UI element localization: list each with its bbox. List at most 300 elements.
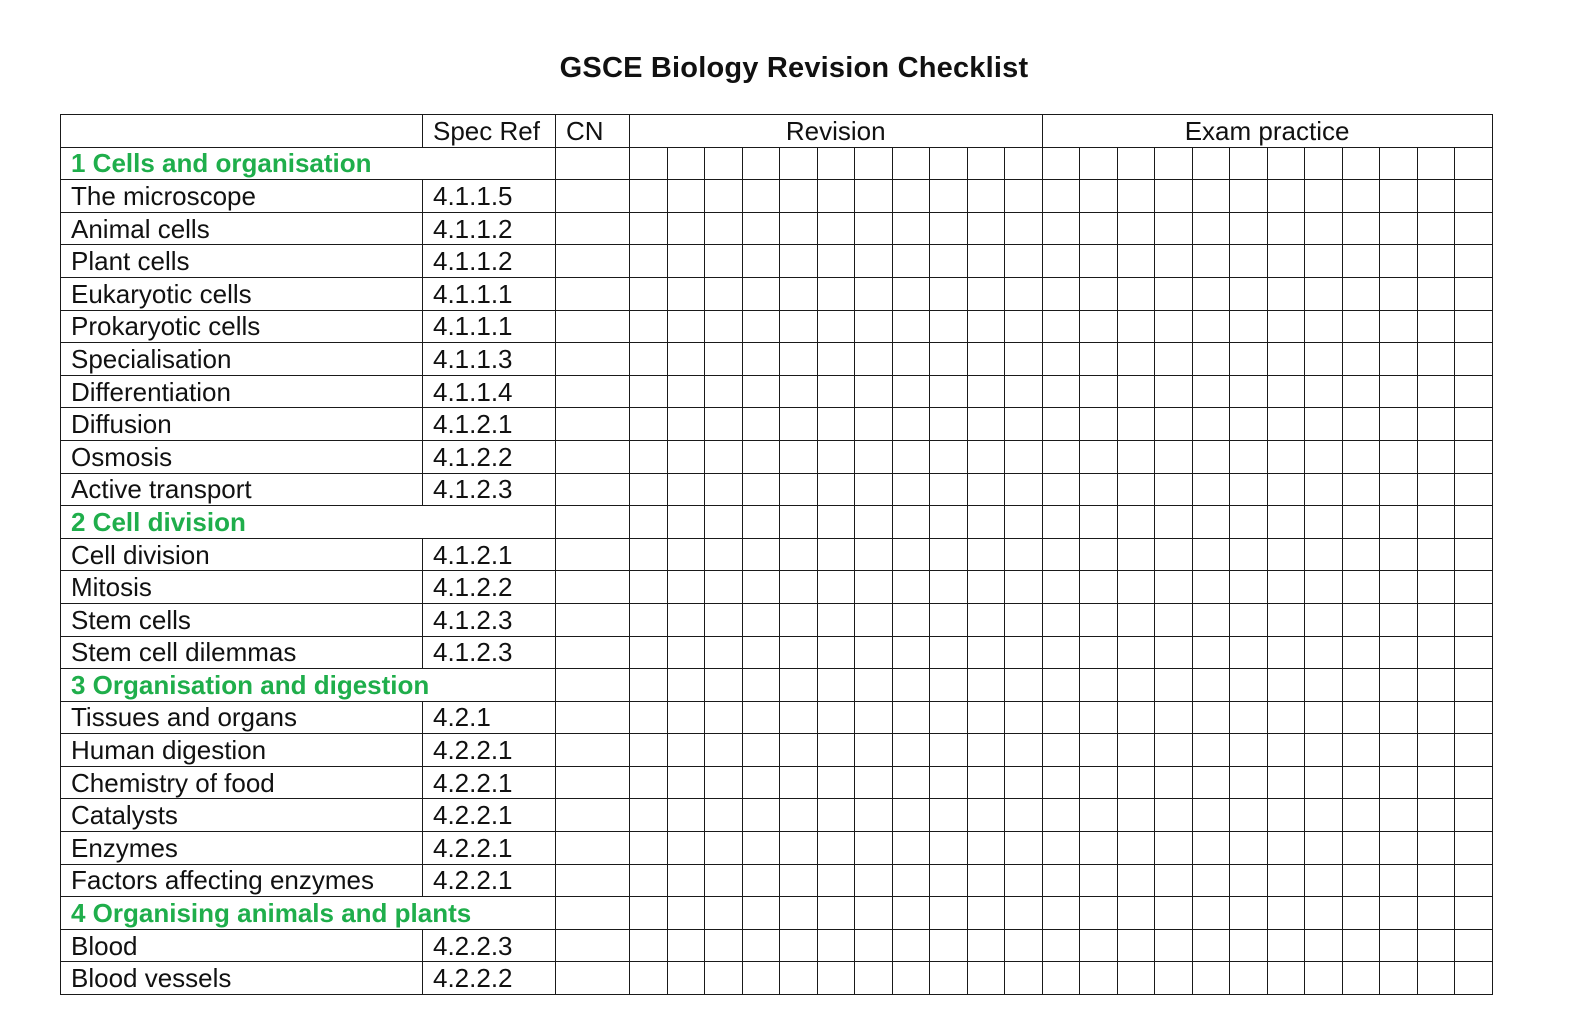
- revision-checkbox-cell[interactable]: [892, 408, 930, 441]
- exam-practice-checkbox-cell[interactable]: [1042, 799, 1080, 832]
- exam-practice-checkbox-cell[interactable]: [1342, 538, 1380, 571]
- exam-practice-checkbox-cell[interactable]: [1230, 506, 1268, 539]
- revision-checkbox-cell[interactable]: [630, 440, 668, 473]
- revision-checkbox-cell[interactable]: [817, 245, 855, 278]
- revision-checkbox-cell[interactable]: [780, 440, 818, 473]
- revision-checkbox-cell[interactable]: [930, 538, 968, 571]
- exam-practice-checkbox-cell[interactable]: [1305, 864, 1343, 897]
- revision-checkbox-cell[interactable]: [742, 832, 780, 865]
- exam-practice-checkbox-cell[interactable]: [1380, 277, 1418, 310]
- revision-checkbox-cell[interactable]: [892, 897, 930, 930]
- exam-practice-checkbox-cell[interactable]: [1192, 897, 1230, 930]
- revision-checkbox-cell[interactable]: [630, 669, 668, 702]
- exam-practice-checkbox-cell[interactable]: [1080, 962, 1118, 995]
- revision-checkbox-cell[interactable]: [855, 864, 893, 897]
- exam-practice-checkbox-cell[interactable]: [1305, 799, 1343, 832]
- revision-checkbox-cell[interactable]: [855, 538, 893, 571]
- revision-checkbox-cell[interactable]: [967, 473, 1005, 506]
- revision-checkbox-cell[interactable]: [667, 603, 705, 636]
- revision-checkbox-cell[interactable]: [630, 212, 668, 245]
- revision-checkbox-cell[interactable]: [817, 147, 855, 180]
- exam-practice-checkbox-cell[interactable]: [1117, 506, 1155, 539]
- revision-checkbox-cell[interactable]: [892, 734, 930, 767]
- revision-checkbox-cell[interactable]: [967, 603, 1005, 636]
- revision-checkbox-cell[interactable]: [967, 897, 1005, 930]
- exam-practice-checkbox-cell[interactable]: [1230, 538, 1268, 571]
- revision-checkbox-cell[interactable]: [817, 669, 855, 702]
- exam-practice-checkbox-cell[interactable]: [1230, 245, 1268, 278]
- exam-practice-checkbox-cell[interactable]: [1042, 734, 1080, 767]
- exam-practice-checkbox-cell[interactable]: [1267, 180, 1305, 213]
- revision-checkbox-cell[interactable]: [930, 375, 968, 408]
- exam-practice-checkbox-cell[interactable]: [1342, 766, 1380, 799]
- revision-checkbox-cell[interactable]: [742, 212, 780, 245]
- exam-practice-checkbox-cell[interactable]: [1155, 962, 1193, 995]
- exam-practice-checkbox-cell[interactable]: [1080, 929, 1118, 962]
- revision-checkbox-cell[interactable]: [667, 245, 705, 278]
- revision-checkbox-cell[interactable]: [930, 245, 968, 278]
- cn-cell[interactable]: [556, 506, 630, 539]
- revision-checkbox-cell[interactable]: [1005, 636, 1043, 669]
- cn-cell[interactable]: [556, 408, 630, 441]
- cn-cell[interactable]: [556, 473, 630, 506]
- revision-checkbox-cell[interactable]: [967, 538, 1005, 571]
- revision-checkbox-cell[interactable]: [705, 245, 743, 278]
- revision-checkbox-cell[interactable]: [630, 799, 668, 832]
- revision-checkbox-cell[interactable]: [667, 506, 705, 539]
- revision-checkbox-cell[interactable]: [817, 440, 855, 473]
- revision-checkbox-cell[interactable]: [742, 962, 780, 995]
- cn-cell[interactable]: [556, 734, 630, 767]
- exam-practice-checkbox-cell[interactable]: [1117, 929, 1155, 962]
- exam-practice-checkbox-cell[interactable]: [1267, 277, 1305, 310]
- exam-practice-checkbox-cell[interactable]: [1155, 277, 1193, 310]
- revision-checkbox-cell[interactable]: [630, 864, 668, 897]
- revision-checkbox-cell[interactable]: [742, 734, 780, 767]
- exam-practice-checkbox-cell[interactable]: [1342, 571, 1380, 604]
- revision-checkbox-cell[interactable]: [1005, 766, 1043, 799]
- revision-checkbox-cell[interactable]: [1005, 734, 1043, 767]
- revision-checkbox-cell[interactable]: [1005, 147, 1043, 180]
- revision-checkbox-cell[interactable]: [967, 929, 1005, 962]
- exam-practice-checkbox-cell[interactable]: [1417, 636, 1455, 669]
- revision-checkbox-cell[interactable]: [630, 734, 668, 767]
- exam-practice-checkbox-cell[interactable]: [1267, 473, 1305, 506]
- revision-checkbox-cell[interactable]: [1005, 343, 1043, 376]
- exam-practice-checkbox-cell[interactable]: [1417, 180, 1455, 213]
- exam-practice-checkbox-cell[interactable]: [1230, 277, 1268, 310]
- exam-practice-checkbox-cell[interactable]: [1230, 929, 1268, 962]
- exam-practice-checkbox-cell[interactable]: [1305, 440, 1343, 473]
- revision-checkbox-cell[interactable]: [742, 929, 780, 962]
- revision-checkbox-cell[interactable]: [967, 343, 1005, 376]
- revision-checkbox-cell[interactable]: [817, 310, 855, 343]
- revision-checkbox-cell[interactable]: [667, 766, 705, 799]
- revision-checkbox-cell[interactable]: [742, 766, 780, 799]
- revision-checkbox-cell[interactable]: [967, 245, 1005, 278]
- exam-practice-checkbox-cell[interactable]: [1305, 180, 1343, 213]
- exam-practice-checkbox-cell[interactable]: [1305, 929, 1343, 962]
- exam-practice-checkbox-cell[interactable]: [1117, 636, 1155, 669]
- revision-checkbox-cell[interactable]: [705, 310, 743, 343]
- revision-checkbox-cell[interactable]: [817, 277, 855, 310]
- exam-practice-checkbox-cell[interactable]: [1080, 473, 1118, 506]
- revision-checkbox-cell[interactable]: [667, 962, 705, 995]
- revision-checkbox-cell[interactable]: [967, 571, 1005, 604]
- revision-checkbox-cell[interactable]: [855, 408, 893, 441]
- exam-practice-checkbox-cell[interactable]: [1230, 636, 1268, 669]
- revision-checkbox-cell[interactable]: [892, 506, 930, 539]
- revision-checkbox-cell[interactable]: [967, 277, 1005, 310]
- revision-checkbox-cell[interactable]: [855, 603, 893, 636]
- exam-practice-checkbox-cell[interactable]: [1305, 766, 1343, 799]
- exam-practice-checkbox-cell[interactable]: [1342, 962, 1380, 995]
- revision-checkbox-cell[interactable]: [967, 832, 1005, 865]
- exam-practice-checkbox-cell[interactable]: [1342, 864, 1380, 897]
- exam-practice-checkbox-cell[interactable]: [1117, 962, 1155, 995]
- cn-cell[interactable]: [556, 375, 630, 408]
- exam-practice-checkbox-cell[interactable]: [1305, 343, 1343, 376]
- exam-practice-checkbox-cell[interactable]: [1417, 343, 1455, 376]
- exam-practice-checkbox-cell[interactable]: [1305, 734, 1343, 767]
- revision-checkbox-cell[interactable]: [630, 897, 668, 930]
- revision-checkbox-cell[interactable]: [817, 897, 855, 930]
- cn-cell[interactable]: [556, 929, 630, 962]
- cn-cell[interactable]: [556, 701, 630, 734]
- revision-checkbox-cell[interactable]: [780, 734, 818, 767]
- revision-checkbox-cell[interactable]: [930, 310, 968, 343]
- revision-checkbox-cell[interactable]: [855, 440, 893, 473]
- exam-practice-checkbox-cell[interactable]: [1417, 701, 1455, 734]
- revision-checkbox-cell[interactable]: [930, 147, 968, 180]
- cn-cell[interactable]: [556, 212, 630, 245]
- exam-practice-checkbox-cell[interactable]: [1080, 440, 1118, 473]
- exam-practice-checkbox-cell[interactable]: [1417, 538, 1455, 571]
- exam-practice-checkbox-cell[interactable]: [1192, 147, 1230, 180]
- exam-practice-checkbox-cell[interactable]: [1155, 212, 1193, 245]
- revision-checkbox-cell[interactable]: [742, 440, 780, 473]
- revision-checkbox-cell[interactable]: [1005, 180, 1043, 213]
- exam-practice-checkbox-cell[interactable]: [1267, 506, 1305, 539]
- exam-practice-checkbox-cell[interactable]: [1230, 897, 1268, 930]
- revision-checkbox-cell[interactable]: [630, 180, 668, 213]
- exam-practice-checkbox-cell[interactable]: [1342, 832, 1380, 865]
- revision-checkbox-cell[interactable]: [667, 440, 705, 473]
- exam-practice-checkbox-cell[interactable]: [1192, 962, 1230, 995]
- revision-checkbox-cell[interactable]: [705, 147, 743, 180]
- exam-practice-checkbox-cell[interactable]: [1305, 506, 1343, 539]
- revision-checkbox-cell[interactable]: [705, 408, 743, 441]
- revision-checkbox-cell[interactable]: [780, 929, 818, 962]
- exam-practice-checkbox-cell[interactable]: [1042, 962, 1080, 995]
- revision-checkbox-cell[interactable]: [630, 408, 668, 441]
- revision-checkbox-cell[interactable]: [1005, 929, 1043, 962]
- exam-practice-checkbox-cell[interactable]: [1042, 245, 1080, 278]
- exam-practice-checkbox-cell[interactable]: [1380, 962, 1418, 995]
- revision-checkbox-cell[interactable]: [667, 408, 705, 441]
- revision-checkbox-cell[interactable]: [855, 636, 893, 669]
- revision-checkbox-cell[interactable]: [817, 506, 855, 539]
- revision-checkbox-cell[interactable]: [667, 277, 705, 310]
- cn-cell[interactable]: [556, 962, 630, 995]
- revision-checkbox-cell[interactable]: [780, 832, 818, 865]
- exam-practice-checkbox-cell[interactable]: [1455, 897, 1493, 930]
- exam-practice-checkbox-cell[interactable]: [1080, 310, 1118, 343]
- exam-practice-checkbox-cell[interactable]: [1417, 277, 1455, 310]
- revision-checkbox-cell[interactable]: [930, 571, 968, 604]
- exam-practice-checkbox-cell[interactable]: [1230, 440, 1268, 473]
- revision-checkbox-cell[interactable]: [630, 147, 668, 180]
- exam-practice-checkbox-cell[interactable]: [1117, 408, 1155, 441]
- revision-checkbox-cell[interactable]: [630, 571, 668, 604]
- revision-checkbox-cell[interactable]: [705, 897, 743, 930]
- exam-practice-checkbox-cell[interactable]: [1042, 147, 1080, 180]
- exam-practice-checkbox-cell[interactable]: [1342, 799, 1380, 832]
- revision-checkbox-cell[interactable]: [742, 245, 780, 278]
- revision-checkbox-cell[interactable]: [892, 799, 930, 832]
- exam-practice-checkbox-cell[interactable]: [1305, 669, 1343, 702]
- exam-practice-checkbox-cell[interactable]: [1342, 343, 1380, 376]
- exam-practice-checkbox-cell[interactable]: [1267, 408, 1305, 441]
- revision-checkbox-cell[interactable]: [630, 375, 668, 408]
- revision-checkbox-cell[interactable]: [967, 440, 1005, 473]
- exam-practice-checkbox-cell[interactable]: [1417, 506, 1455, 539]
- revision-checkbox-cell[interactable]: [930, 669, 968, 702]
- revision-checkbox-cell[interactable]: [930, 180, 968, 213]
- revision-checkbox-cell[interactable]: [705, 375, 743, 408]
- revision-checkbox-cell[interactable]: [667, 669, 705, 702]
- exam-practice-checkbox-cell[interactable]: [1080, 180, 1118, 213]
- exam-practice-checkbox-cell[interactable]: [1342, 310, 1380, 343]
- revision-checkbox-cell[interactable]: [780, 180, 818, 213]
- exam-practice-checkbox-cell[interactable]: [1230, 343, 1268, 376]
- exam-practice-checkbox-cell[interactable]: [1267, 375, 1305, 408]
- revision-checkbox-cell[interactable]: [630, 245, 668, 278]
- revision-checkbox-cell[interactable]: [1005, 832, 1043, 865]
- exam-practice-checkbox-cell[interactable]: [1417, 962, 1455, 995]
- revision-checkbox-cell[interactable]: [1005, 473, 1043, 506]
- exam-practice-checkbox-cell[interactable]: [1417, 734, 1455, 767]
- exam-practice-checkbox-cell[interactable]: [1230, 701, 1268, 734]
- revision-checkbox-cell[interactable]: [892, 669, 930, 702]
- revision-checkbox-cell[interactable]: [892, 701, 930, 734]
- exam-practice-checkbox-cell[interactable]: [1192, 375, 1230, 408]
- exam-practice-checkbox-cell[interactable]: [1117, 701, 1155, 734]
- revision-checkbox-cell[interactable]: [742, 669, 780, 702]
- revision-checkbox-cell[interactable]: [855, 180, 893, 213]
- revision-checkbox-cell[interactable]: [930, 832, 968, 865]
- revision-checkbox-cell[interactable]: [817, 799, 855, 832]
- revision-checkbox-cell[interactable]: [667, 864, 705, 897]
- revision-checkbox-cell[interactable]: [705, 212, 743, 245]
- revision-checkbox-cell[interactable]: [817, 929, 855, 962]
- cn-cell[interactable]: [556, 603, 630, 636]
- exam-practice-checkbox-cell[interactable]: [1155, 832, 1193, 865]
- revision-checkbox-cell[interactable]: [780, 506, 818, 539]
- exam-practice-checkbox-cell[interactable]: [1455, 343, 1493, 376]
- revision-checkbox-cell[interactable]: [742, 147, 780, 180]
- exam-practice-checkbox-cell[interactable]: [1455, 245, 1493, 278]
- revision-checkbox-cell[interactable]: [630, 766, 668, 799]
- revision-checkbox-cell[interactable]: [742, 538, 780, 571]
- revision-checkbox-cell[interactable]: [742, 701, 780, 734]
- revision-checkbox-cell[interactable]: [742, 310, 780, 343]
- exam-practice-checkbox-cell[interactable]: [1342, 897, 1380, 930]
- revision-checkbox-cell[interactable]: [630, 310, 668, 343]
- revision-checkbox-cell[interactable]: [892, 766, 930, 799]
- revision-checkbox-cell[interactable]: [667, 636, 705, 669]
- revision-checkbox-cell[interactable]: [780, 538, 818, 571]
- exam-practice-checkbox-cell[interactable]: [1042, 440, 1080, 473]
- revision-checkbox-cell[interactable]: [855, 375, 893, 408]
- revision-checkbox-cell[interactable]: [930, 277, 968, 310]
- exam-practice-checkbox-cell[interactable]: [1230, 766, 1268, 799]
- revision-checkbox-cell[interactable]: [742, 603, 780, 636]
- revision-checkbox-cell[interactable]: [667, 538, 705, 571]
- revision-checkbox-cell[interactable]: [630, 603, 668, 636]
- exam-practice-checkbox-cell[interactable]: [1342, 147, 1380, 180]
- revision-checkbox-cell[interactable]: [967, 180, 1005, 213]
- exam-practice-checkbox-cell[interactable]: [1267, 962, 1305, 995]
- exam-practice-checkbox-cell[interactable]: [1417, 571, 1455, 604]
- exam-practice-checkbox-cell[interactable]: [1455, 310, 1493, 343]
- revision-checkbox-cell[interactable]: [705, 440, 743, 473]
- exam-practice-checkbox-cell[interactable]: [1042, 375, 1080, 408]
- exam-practice-checkbox-cell[interactable]: [1080, 603, 1118, 636]
- revision-checkbox-cell[interactable]: [817, 603, 855, 636]
- revision-checkbox-cell[interactable]: [780, 147, 818, 180]
- revision-checkbox-cell[interactable]: [780, 343, 818, 376]
- revision-checkbox-cell[interactable]: [855, 343, 893, 376]
- exam-practice-checkbox-cell[interactable]: [1342, 440, 1380, 473]
- revision-checkbox-cell[interactable]: [892, 636, 930, 669]
- exam-practice-checkbox-cell[interactable]: [1267, 766, 1305, 799]
- exam-practice-checkbox-cell[interactable]: [1380, 147, 1418, 180]
- revision-checkbox-cell[interactable]: [780, 310, 818, 343]
- exam-practice-checkbox-cell[interactable]: [1042, 212, 1080, 245]
- exam-practice-checkbox-cell[interactable]: [1417, 799, 1455, 832]
- exam-practice-checkbox-cell[interactable]: [1192, 864, 1230, 897]
- revision-checkbox-cell[interactable]: [742, 897, 780, 930]
- revision-checkbox-cell[interactable]: [742, 864, 780, 897]
- exam-practice-checkbox-cell[interactable]: [1267, 799, 1305, 832]
- exam-practice-checkbox-cell[interactable]: [1042, 408, 1080, 441]
- exam-practice-checkbox-cell[interactable]: [1380, 669, 1418, 702]
- revision-checkbox-cell[interactable]: [817, 636, 855, 669]
- revision-checkbox-cell[interactable]: [780, 962, 818, 995]
- exam-practice-checkbox-cell[interactable]: [1230, 180, 1268, 213]
- exam-practice-checkbox-cell[interactable]: [1455, 734, 1493, 767]
- exam-practice-checkbox-cell[interactable]: [1117, 538, 1155, 571]
- revision-checkbox-cell[interactable]: [1005, 538, 1043, 571]
- exam-practice-checkbox-cell[interactable]: [1417, 310, 1455, 343]
- exam-practice-checkbox-cell[interactable]: [1267, 864, 1305, 897]
- exam-practice-checkbox-cell[interactable]: [1117, 897, 1155, 930]
- exam-practice-checkbox-cell[interactable]: [1455, 799, 1493, 832]
- revision-checkbox-cell[interactable]: [967, 408, 1005, 441]
- revision-checkbox-cell[interactable]: [967, 636, 1005, 669]
- exam-practice-checkbox-cell[interactable]: [1455, 375, 1493, 408]
- exam-practice-checkbox-cell[interactable]: [1417, 929, 1455, 962]
- revision-checkbox-cell[interactable]: [892, 571, 930, 604]
- exam-practice-checkbox-cell[interactable]: [1380, 897, 1418, 930]
- exam-practice-checkbox-cell[interactable]: [1042, 766, 1080, 799]
- exam-practice-checkbox-cell[interactable]: [1417, 245, 1455, 278]
- exam-practice-checkbox-cell[interactable]: [1305, 408, 1343, 441]
- exam-practice-checkbox-cell[interactable]: [1305, 832, 1343, 865]
- exam-practice-checkbox-cell[interactable]: [1117, 375, 1155, 408]
- exam-practice-checkbox-cell[interactable]: [1192, 212, 1230, 245]
- revision-checkbox-cell[interactable]: [667, 734, 705, 767]
- cn-cell[interactable]: [556, 636, 630, 669]
- exam-practice-checkbox-cell[interactable]: [1192, 310, 1230, 343]
- exam-practice-checkbox-cell[interactable]: [1455, 864, 1493, 897]
- revision-checkbox-cell[interactable]: [1005, 962, 1043, 995]
- exam-practice-checkbox-cell[interactable]: [1192, 701, 1230, 734]
- revision-checkbox-cell[interactable]: [705, 277, 743, 310]
- revision-checkbox-cell[interactable]: [705, 180, 743, 213]
- exam-practice-checkbox-cell[interactable]: [1455, 408, 1493, 441]
- revision-checkbox-cell[interactable]: [817, 212, 855, 245]
- exam-practice-checkbox-cell[interactable]: [1455, 636, 1493, 669]
- revision-checkbox-cell[interactable]: [780, 212, 818, 245]
- exam-practice-checkbox-cell[interactable]: [1417, 375, 1455, 408]
- exam-practice-checkbox-cell[interactable]: [1155, 343, 1193, 376]
- revision-checkbox-cell[interactable]: [667, 701, 705, 734]
- exam-practice-checkbox-cell[interactable]: [1380, 832, 1418, 865]
- exam-practice-checkbox-cell[interactable]: [1267, 212, 1305, 245]
- exam-practice-checkbox-cell[interactable]: [1080, 897, 1118, 930]
- exam-practice-checkbox-cell[interactable]: [1417, 147, 1455, 180]
- revision-checkbox-cell[interactable]: [780, 636, 818, 669]
- exam-practice-checkbox-cell[interactable]: [1192, 766, 1230, 799]
- exam-practice-checkbox-cell[interactable]: [1342, 636, 1380, 669]
- exam-practice-checkbox-cell[interactable]: [1080, 147, 1118, 180]
- exam-practice-checkbox-cell[interactable]: [1342, 603, 1380, 636]
- exam-practice-checkbox-cell[interactable]: [1230, 408, 1268, 441]
- exam-practice-checkbox-cell[interactable]: [1230, 832, 1268, 865]
- exam-practice-checkbox-cell[interactable]: [1155, 766, 1193, 799]
- revision-checkbox-cell[interactable]: [742, 343, 780, 376]
- exam-practice-checkbox-cell[interactable]: [1455, 832, 1493, 865]
- exam-practice-checkbox-cell[interactable]: [1455, 766, 1493, 799]
- exam-practice-checkbox-cell[interactable]: [1380, 212, 1418, 245]
- exam-practice-checkbox-cell[interactable]: [1192, 929, 1230, 962]
- exam-practice-checkbox-cell[interactable]: [1342, 669, 1380, 702]
- exam-practice-checkbox-cell[interactable]: [1080, 669, 1118, 702]
- revision-checkbox-cell[interactable]: [892, 375, 930, 408]
- revision-checkbox-cell[interactable]: [705, 571, 743, 604]
- revision-checkbox-cell[interactable]: [1005, 669, 1043, 702]
- exam-practice-checkbox-cell[interactable]: [1155, 636, 1193, 669]
- exam-practice-checkbox-cell[interactable]: [1230, 799, 1268, 832]
- exam-practice-checkbox-cell[interactable]: [1342, 375, 1380, 408]
- revision-checkbox-cell[interactable]: [705, 669, 743, 702]
- exam-practice-checkbox-cell[interactable]: [1455, 506, 1493, 539]
- revision-checkbox-cell[interactable]: [930, 343, 968, 376]
- revision-checkbox-cell[interactable]: [1005, 310, 1043, 343]
- exam-practice-checkbox-cell[interactable]: [1305, 473, 1343, 506]
- revision-checkbox-cell[interactable]: [892, 180, 930, 213]
- exam-practice-checkbox-cell[interactable]: [1155, 147, 1193, 180]
- exam-practice-checkbox-cell[interactable]: [1230, 473, 1268, 506]
- revision-checkbox-cell[interactable]: [817, 864, 855, 897]
- revision-checkbox-cell[interactable]: [930, 799, 968, 832]
- cn-cell[interactable]: [556, 245, 630, 278]
- exam-practice-checkbox-cell[interactable]: [1380, 929, 1418, 962]
- exam-practice-checkbox-cell[interactable]: [1455, 571, 1493, 604]
- exam-practice-checkbox-cell[interactable]: [1342, 277, 1380, 310]
